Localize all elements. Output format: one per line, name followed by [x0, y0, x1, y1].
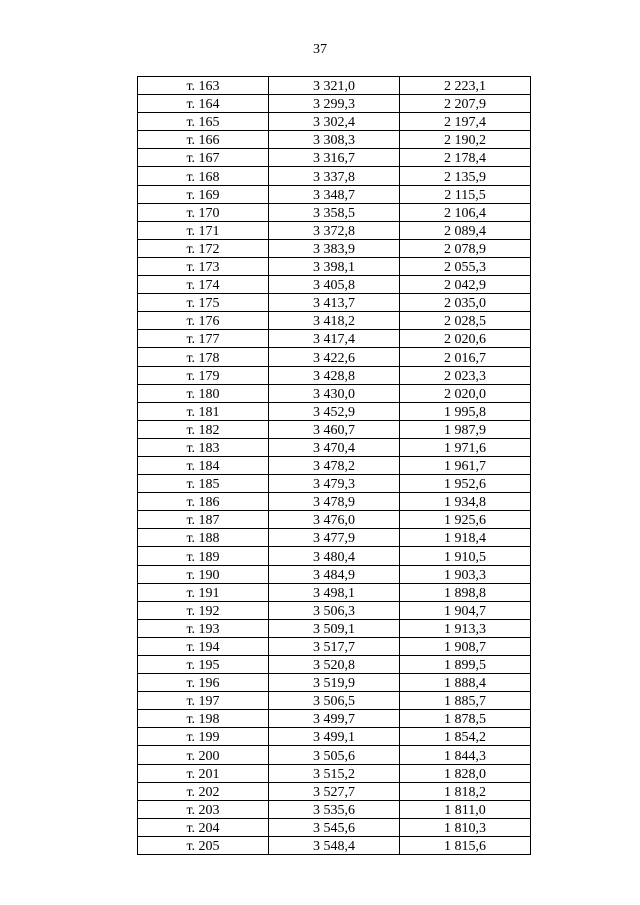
y-coordinate-cell: 1 995,8 [400, 402, 531, 420]
point-label-cell: т. 203 [138, 800, 269, 818]
x-coordinate-cell: 3 505,6 [269, 746, 400, 764]
point-label-cell: т. 194 [138, 637, 269, 655]
point-label-cell: т. 176 [138, 312, 269, 330]
y-coordinate-cell: 2 028,5 [400, 312, 531, 330]
table-row [138, 836, 531, 854]
y-coordinate-cell: 1 854,2 [400, 728, 531, 746]
x-coordinate-cell: 3 398,1 [269, 257, 400, 275]
x-coordinate-cell: 3 316,7 [269, 149, 400, 167]
coordinates-table [137, 76, 531, 855]
table-row [138, 203, 531, 221]
y-coordinate-cell: 2 190,2 [400, 131, 531, 149]
table-row [138, 456, 531, 474]
y-coordinate-cell: 1 904,7 [400, 601, 531, 619]
point-label-cell: т. 189 [138, 547, 269, 565]
y-coordinate-cell: 1 918,4 [400, 529, 531, 547]
x-coordinate-cell: 3 337,8 [269, 167, 400, 185]
point-label-cell: т. 173 [138, 257, 269, 275]
point-label-cell: т. 178 [138, 348, 269, 366]
x-coordinate-cell: 3 383,9 [269, 239, 400, 257]
y-coordinate-cell: 1 961,7 [400, 456, 531, 474]
y-coordinate-cell: 2 115,5 [400, 185, 531, 203]
x-coordinate-cell: 3 527,7 [269, 782, 400, 800]
point-label-cell: т. 174 [138, 276, 269, 294]
point-label-cell: т. 192 [138, 601, 269, 619]
y-coordinate-cell: 1 925,6 [400, 511, 531, 529]
point-label-cell: т. 180 [138, 384, 269, 402]
point-label-cell: т. 168 [138, 167, 269, 185]
table-row [138, 348, 531, 366]
point-label-cell: т. 193 [138, 619, 269, 637]
point-label-cell: т. 179 [138, 366, 269, 384]
y-coordinate-cell: 2 089,4 [400, 221, 531, 239]
point-label-cell: т. 175 [138, 294, 269, 312]
table-row [138, 728, 531, 746]
y-coordinate-cell: 1 898,8 [400, 583, 531, 601]
page-number: 37 [313, 42, 327, 57]
table-row [138, 276, 531, 294]
point-label-cell: т. 187 [138, 511, 269, 529]
x-coordinate-cell: 3 515,2 [269, 764, 400, 782]
table-row [138, 692, 531, 710]
y-coordinate-cell: 1 878,5 [400, 710, 531, 728]
x-coordinate-cell: 3 499,7 [269, 710, 400, 728]
table-row [138, 674, 531, 692]
table-row [138, 239, 531, 257]
table-row [138, 782, 531, 800]
table-row [138, 746, 531, 764]
table-row [138, 131, 531, 149]
table-row [138, 619, 531, 637]
y-coordinate-cell: 1 811,0 [400, 800, 531, 818]
point-label-cell: т. 197 [138, 692, 269, 710]
point-label-cell: т. 167 [138, 149, 269, 167]
table-row [138, 764, 531, 782]
x-coordinate-cell: 3 405,8 [269, 276, 400, 294]
table-row [138, 95, 531, 113]
x-coordinate-cell: 3 299,3 [269, 95, 400, 113]
x-coordinate-cell: 3 545,6 [269, 818, 400, 836]
table-row [138, 565, 531, 583]
table-row [138, 800, 531, 818]
table-row [138, 294, 531, 312]
x-coordinate-cell: 3 506,5 [269, 692, 400, 710]
table-row [138, 710, 531, 728]
point-label-cell: т. 196 [138, 674, 269, 692]
point-label-cell: т. 190 [138, 565, 269, 583]
table-row [138, 601, 531, 619]
y-coordinate-cell: 1 987,9 [400, 420, 531, 438]
coordinates-table-body [138, 77, 531, 855]
x-coordinate-cell: 3 478,2 [269, 456, 400, 474]
point-label-cell: т. 195 [138, 656, 269, 674]
table-row [138, 330, 531, 348]
x-coordinate-cell: 3 430,0 [269, 384, 400, 402]
y-coordinate-cell: 1 888,4 [400, 674, 531, 692]
x-coordinate-cell: 3 418,2 [269, 312, 400, 330]
y-coordinate-cell: 2 106,4 [400, 203, 531, 221]
table-row [138, 511, 531, 529]
table-row [138, 438, 531, 456]
table-row [138, 493, 531, 511]
point-label-cell: т. 202 [138, 782, 269, 800]
point-label-cell: т. 198 [138, 710, 269, 728]
table-row [138, 420, 531, 438]
point-label-cell: т. 186 [138, 493, 269, 511]
point-label-cell: т. 183 [138, 438, 269, 456]
y-coordinate-cell: 2 078,9 [400, 239, 531, 257]
x-coordinate-cell: 3 479,3 [269, 475, 400, 493]
y-coordinate-cell: 1 810,3 [400, 818, 531, 836]
y-coordinate-cell: 2 135,9 [400, 167, 531, 185]
x-coordinate-cell: 3 520,8 [269, 656, 400, 674]
y-coordinate-cell: 2 035,0 [400, 294, 531, 312]
y-coordinate-cell: 2 223,1 [400, 77, 531, 95]
x-coordinate-cell: 3 348,7 [269, 185, 400, 203]
y-coordinate-cell: 2 178,4 [400, 149, 531, 167]
x-coordinate-cell: 3 548,4 [269, 836, 400, 854]
y-coordinate-cell: 1 908,7 [400, 637, 531, 655]
point-label-cell: т. 164 [138, 95, 269, 113]
y-coordinate-cell: 1 903,3 [400, 565, 531, 583]
point-label-cell: т. 177 [138, 330, 269, 348]
y-coordinate-cell: 2 020,6 [400, 330, 531, 348]
y-coordinate-cell: 2 055,3 [400, 257, 531, 275]
point-label-cell: т. 165 [138, 113, 269, 131]
point-label-cell: т. 201 [138, 764, 269, 782]
table-row [138, 366, 531, 384]
table-row [138, 113, 531, 131]
point-label-cell: т. 185 [138, 475, 269, 493]
x-coordinate-cell: 3 506,3 [269, 601, 400, 619]
table-row [138, 583, 531, 601]
table-row [138, 656, 531, 674]
table-row [138, 637, 531, 655]
point-label-cell: т. 200 [138, 746, 269, 764]
table-row [138, 547, 531, 565]
x-coordinate-cell: 3 484,9 [269, 565, 400, 583]
table-row [138, 312, 531, 330]
point-label-cell: т. 191 [138, 583, 269, 601]
x-coordinate-cell: 3 499,1 [269, 728, 400, 746]
x-coordinate-cell: 3 535,6 [269, 800, 400, 818]
y-coordinate-cell: 1 971,6 [400, 438, 531, 456]
table-row [138, 77, 531, 95]
y-coordinate-cell: 1 818,2 [400, 782, 531, 800]
y-coordinate-cell: 2 023,3 [400, 366, 531, 384]
table-row [138, 529, 531, 547]
x-coordinate-cell: 3 476,0 [269, 511, 400, 529]
table-row [138, 475, 531, 493]
y-coordinate-cell: 1 844,3 [400, 746, 531, 764]
point-label-cell: т. 205 [138, 836, 269, 854]
x-coordinate-cell: 3 372,8 [269, 221, 400, 239]
table-row [138, 221, 531, 239]
point-label-cell: т. 188 [138, 529, 269, 547]
x-coordinate-cell: 3 477,9 [269, 529, 400, 547]
y-coordinate-cell: 1 828,0 [400, 764, 531, 782]
x-coordinate-cell: 3 519,9 [269, 674, 400, 692]
y-coordinate-cell: 2 020,0 [400, 384, 531, 402]
point-label-cell: т. 170 [138, 203, 269, 221]
x-coordinate-cell: 3 302,4 [269, 113, 400, 131]
table-row [138, 167, 531, 185]
x-coordinate-cell: 3 358,5 [269, 203, 400, 221]
x-coordinate-cell: 3 498,1 [269, 583, 400, 601]
x-coordinate-cell: 3 422,6 [269, 348, 400, 366]
point-label-cell: т. 199 [138, 728, 269, 746]
x-coordinate-cell: 3 413,7 [269, 294, 400, 312]
point-label-cell: т. 172 [138, 239, 269, 257]
x-coordinate-cell: 3 478,9 [269, 493, 400, 511]
x-coordinate-cell: 3 517,7 [269, 637, 400, 655]
table-row [138, 149, 531, 167]
y-coordinate-cell: 2 207,9 [400, 95, 531, 113]
x-coordinate-cell: 3 417,4 [269, 330, 400, 348]
y-coordinate-cell: 1 952,6 [400, 475, 531, 493]
y-coordinate-cell: 1 910,5 [400, 547, 531, 565]
x-coordinate-cell: 3 428,8 [269, 366, 400, 384]
y-coordinate-cell: 1 885,7 [400, 692, 531, 710]
x-coordinate-cell: 3 460,7 [269, 420, 400, 438]
y-coordinate-cell: 2 042,9 [400, 276, 531, 294]
x-coordinate-cell: 3 509,1 [269, 619, 400, 637]
y-coordinate-cell: 1 899,5 [400, 656, 531, 674]
y-coordinate-cell: 1 913,3 [400, 619, 531, 637]
x-coordinate-cell: 3 308,3 [269, 131, 400, 149]
table-row [138, 384, 531, 402]
y-coordinate-cell: 1 934,8 [400, 493, 531, 511]
x-coordinate-cell: 3 321,0 [269, 77, 400, 95]
x-coordinate-cell: 3 480,4 [269, 547, 400, 565]
point-label-cell: т. 184 [138, 456, 269, 474]
y-coordinate-cell: 2 016,7 [400, 348, 531, 366]
point-label-cell: т. 181 [138, 402, 269, 420]
point-label-cell: т. 166 [138, 131, 269, 149]
table-row [138, 818, 531, 836]
x-coordinate-cell: 3 452,9 [269, 402, 400, 420]
y-coordinate-cell: 1 815,6 [400, 836, 531, 854]
table-row [138, 185, 531, 203]
point-label-cell: т. 171 [138, 221, 269, 239]
table-row [138, 402, 531, 420]
point-label-cell: т. 163 [138, 77, 269, 95]
table-row [138, 257, 531, 275]
y-coordinate-cell: 2 197,4 [400, 113, 531, 131]
point-label-cell: т. 182 [138, 420, 269, 438]
x-coordinate-cell: 3 470,4 [269, 438, 400, 456]
point-label-cell: т. 204 [138, 818, 269, 836]
point-label-cell: т. 169 [138, 185, 269, 203]
